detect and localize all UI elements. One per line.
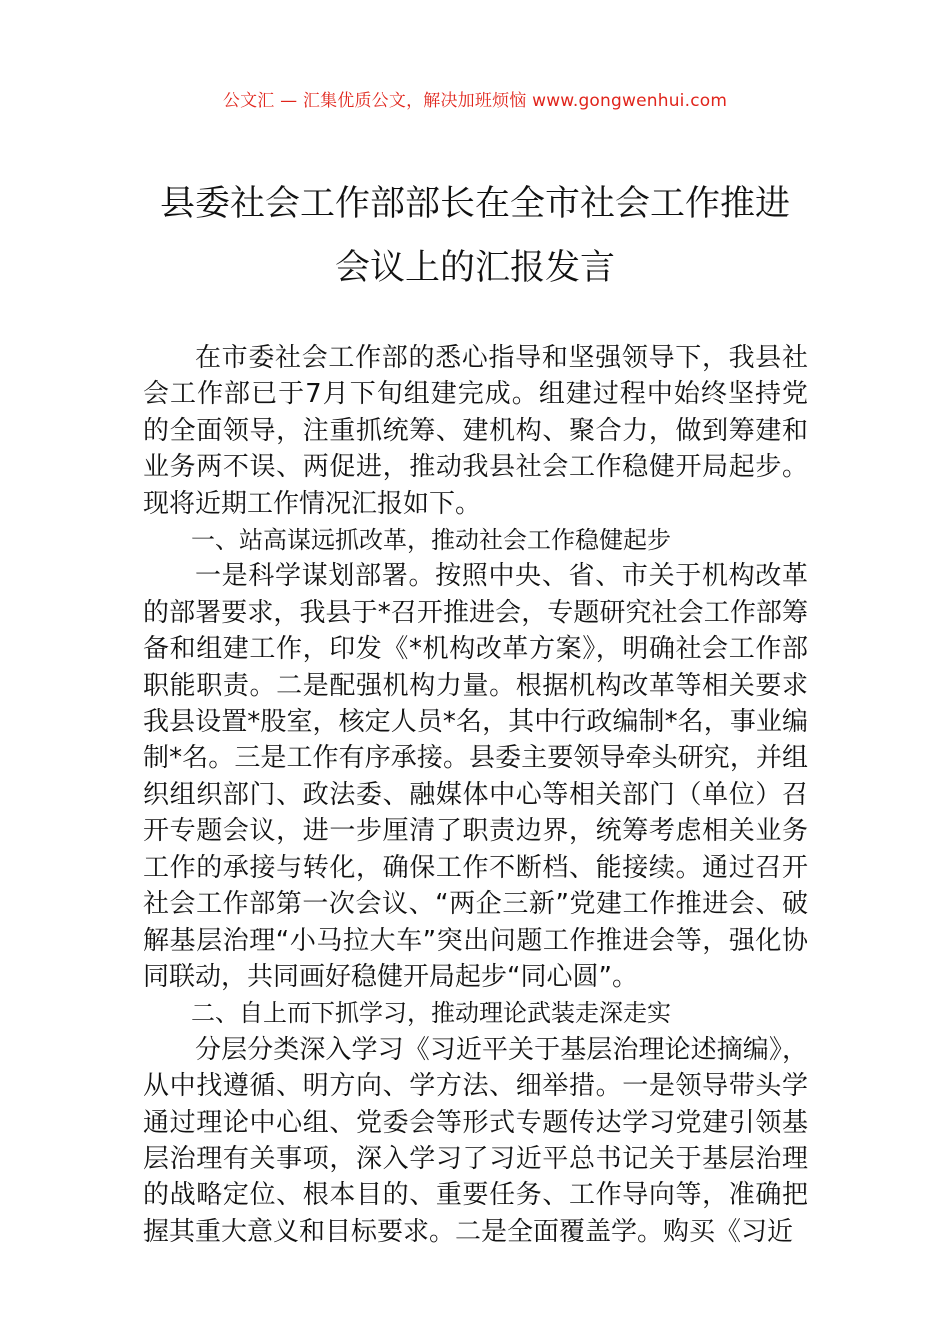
section-heading-2: 二、自上而下抓学习，推动理论武装走深走实 <box>191 999 671 1028</box>
section-2-paragraph: 分层分类深入学习《习近平关于基层治理论述摘编》，从中找遵循、明方向、学方法、细举措。一是领导带头学通过理论中心组、党委会等形式专题传达学习党建引领基层治理有关事项，深入学习了习近平总书记关于基层治理的战略定位、根本目的、重要任务、工作导向等，准确把握其重大意义和目标要求。二是全面覆盖学。购买《习近 <box>143 1034 808 1247</box>
intro-paragraph: 在市委社会工作部的悉心指导和坚强领导下，我县社会工作部已于7月下旬组建完成。组建过程中始终坚持党的全面领导，注重抓统筹、建机构、聚合力，做到筹建和业务两不误、两促进，推动我县社会工作稳健开局起步。现将近期工作情况汇报如下。 <box>143 343 808 519</box>
site-banner: 公文汇 — 汇集优质公文，解决加班烦恼 www.gongwenhui.com <box>222 91 728 111</box>
section-1-paragraph: 一是科学谋划部署。按照中央、省、市关于机构改革的部署要求，我县于*召开推进会，专题研究社会工作部筹备和组建工作，印发《*机构改革方案》，明确社会工作部职能职责。二是配强机构力量。根据机构改革等相关要求我县设置*股室，核定人员*名，其中行政编制*名，事业编制*名。三是工作有序承接。县委主要领导牵头研究，并组织组织部门、政法委、融媒体中心等相关部门（单位）召开专题会议，进一步厘清了职责边界，统筹考虑相关业务工作的承接与转化，确保工作不断档、能接续。通过召开社会工作部第一次会议、“两企三新”党建工作推进会、破解基层治理“小马拉大车”突出问题工作推进会等，强化协同联动，共同画好稳健开局起步“同心圆”。 <box>143 561 808 992</box>
document-title <box>150 172 800 300</box>
title-line-2: 会议上的汇报发言 <box>334 248 615 288</box>
document-body <box>143 340 808 1250</box>
title-line-1: 县委社会工作部部长在全市社会工作推进 <box>159 184 790 224</box>
section-heading-1: 一、站高谋远抓改革，推动社会工作稳健起步 <box>191 526 671 555</box>
